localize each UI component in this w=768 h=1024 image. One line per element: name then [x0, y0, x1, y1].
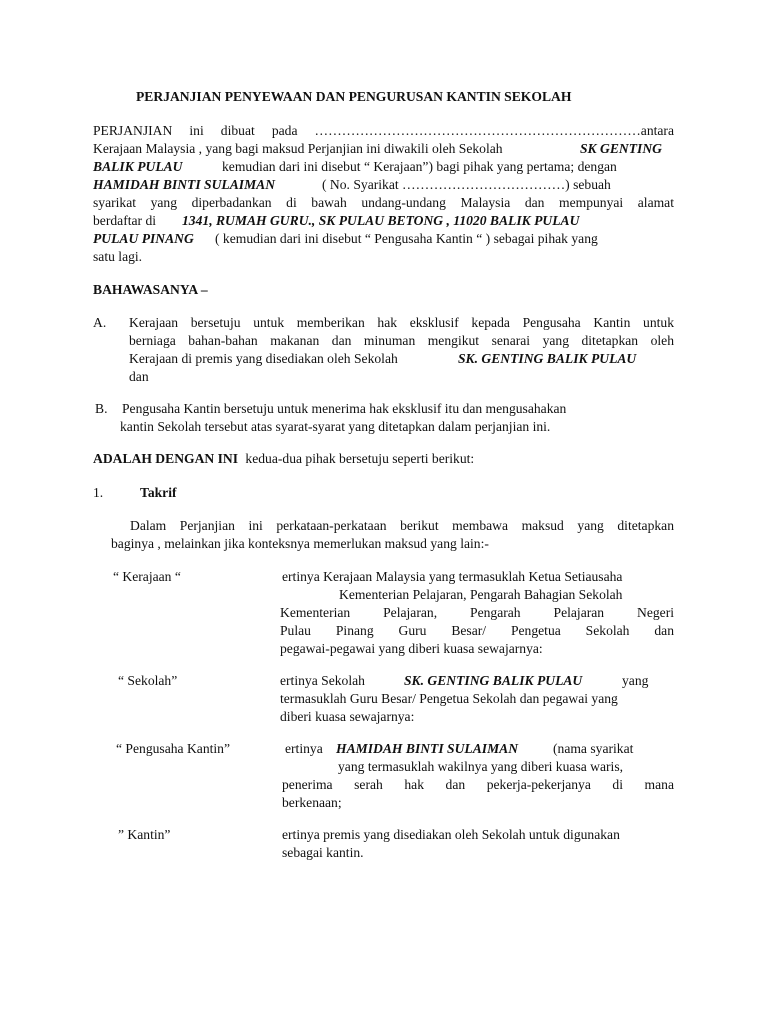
- whereas-a-line-3: Kerajaan di premis yang disediakan oleh Sekolah: [129, 351, 398, 366]
- definition-kantin-line-1: ertinya premis yang disediakan oleh Sekolah untuk digunakan: [282, 827, 620, 842]
- definition-sekolah-line-2: diberi kuasa sewajarnya:: [280, 709, 415, 724]
- operator-name: HAMIDAH BINTI SULAIMAN: [93, 177, 276, 192]
- whereas-heading: BAHAWASANYA –: [93, 282, 208, 297]
- agreement-text: kedua-dua pihak bersetuju seperti berikut:: [245, 451, 475, 466]
- definition-pengusaha-line-2: penerima serah hak dan pekerja-pekerjanya di mana: [282, 777, 674, 792]
- definition-kerajaan-line-1: ertinya Kerajaan Malaysia yang termasuklah Ketua Setiausaha: [282, 569, 623, 584]
- whereas-a-line-2: berniaga bahan-bahan makanan dan minuman mengikut senarai yang ditetapkan oleh: [129, 333, 674, 348]
- definition-sekolah-line-1: termasuklah Guru Besar/ Pengetua Sekolah dan pegawai yang: [280, 691, 618, 706]
- definition-sekolah-suffix: yang: [622, 673, 649, 688]
- school-name-3: SK. GENTING BALIK PULAU: [458, 351, 637, 366]
- preamble-line-4: ( No. Syarikat ………………………………) sebuah: [322, 177, 611, 192]
- preamble-line-2: Kerajaan Malaysia , yang bagi maksud Perjanjian ini diwakili oleh Sekolah: [93, 141, 503, 156]
- preamble-line-8: satu lagi.: [93, 249, 143, 264]
- definition-kerajaan-line-2: Kementerian Pelajaran, Pengarah Bahagian Sekolah: [339, 587, 623, 602]
- school-name-2: BALIK PULAU: [93, 159, 183, 174]
- definition-pengusaha-suffix: (nama syarikat: [553, 741, 634, 756]
- definition-kantin-line-2: sebagai kantin.: [282, 845, 364, 860]
- whereas-b-line-1: Pengusaha Kantin bersetuju untuk menerima hak eksklusif itu dan mengusahakan: [122, 401, 567, 416]
- operator-address-2: PULAU PINANG: [93, 231, 194, 246]
- definition-sekolah-prefix: ertinya Sekolah: [280, 673, 365, 688]
- definition-kerajaan-line-5: pegawai-pegawai yang diberi kuasa sewajarnya:: [280, 641, 543, 656]
- definition-pengusaha-line-1: yang termasuklah wakilnya yang diberi kuasa waris,: [338, 759, 624, 774]
- operator-address-1: 1341, RUMAH GURU., SK PULAU BETONG , 11020 BALIK PULAU: [182, 213, 580, 228]
- section-1-intro-2: baginya , melainkan jika konteksnya memerlukan maksud yang lain:-: [111, 536, 489, 551]
- agreement-line: [93, 450, 474, 468]
- preamble-line-6: berdaftar di: [93, 213, 157, 228]
- school-name-4: SK. GENTING BALIK PULAU: [404, 673, 583, 688]
- section-1-title: Takrif: [140, 485, 177, 500]
- whereas-a-label: A.: [93, 315, 107, 330]
- preamble-line-5: syarikat yang diperbadankan di bawah undang-undang Malaysia dan mempunyai alamat: [93, 195, 674, 210]
- whereas-a-line-1: Kerajaan bersetuju untuk memberikan hak eksklusif kepada Pengusaha Kantin untuk: [129, 315, 674, 330]
- definition-term-pengusaha-kantin: “ Pengusaha Kantin”: [116, 741, 231, 756]
- school-name-1: SK GENTING: [580, 141, 662, 156]
- section-1-number: 1.: [93, 485, 104, 500]
- definition-pengusaha-line-3: berkenaan;: [282, 795, 342, 810]
- definition-pengusaha-prefix: ertinya: [285, 741, 323, 756]
- definition-kerajaan-line-3: Kementerian Pelajaran, Pengarah Pelajaran Negeri: [280, 605, 674, 620]
- agreement-heading: ADALAH DENGAN INI: [93, 451, 239, 466]
- whereas-b-label: B.: [95, 401, 108, 416]
- whereas-a-line-4: dan: [129, 369, 149, 384]
- preamble-line-7: ( kemudian dari ini disebut “ Pengusaha Kantin “ ) sebagai pihak yang: [215, 231, 598, 246]
- definition-term-sekolah: “ Sekolah”: [118, 673, 178, 688]
- whereas-b-line-2: kantin Sekolah tersebut atas syarat-syarat yang ditetapkan dalam perjanjian ini.: [120, 419, 551, 434]
- definition-term-kerajaan: “ Kerajaan “: [113, 569, 181, 584]
- section-1-intro-1: Dalam Perjanjian ini perkataan-perkataan berikut membawa maksud yang ditetapkan: [130, 518, 674, 533]
- document-title: PERJANJIAN PENYEWAAN DAN PENGURUSAN KANTIN SEKOLAH: [136, 89, 572, 104]
- definition-kerajaan-line-4: Pulau Pinang Guru Besar/ Pengetua Sekolah dan: [280, 623, 674, 638]
- preamble-line-3: kemudian dari ini disebut “ Kerajaan”) bagi pihak yang pertama; dengan: [222, 159, 617, 174]
- definition-term-kantin: ” Kantin”: [118, 827, 171, 842]
- preamble-line-1: PERJANJIAN ini dibuat pada ………………………………………………………………antara: [93, 123, 674, 138]
- operator-name-2: HAMIDAH BINTI SULAIMAN: [336, 741, 519, 756]
